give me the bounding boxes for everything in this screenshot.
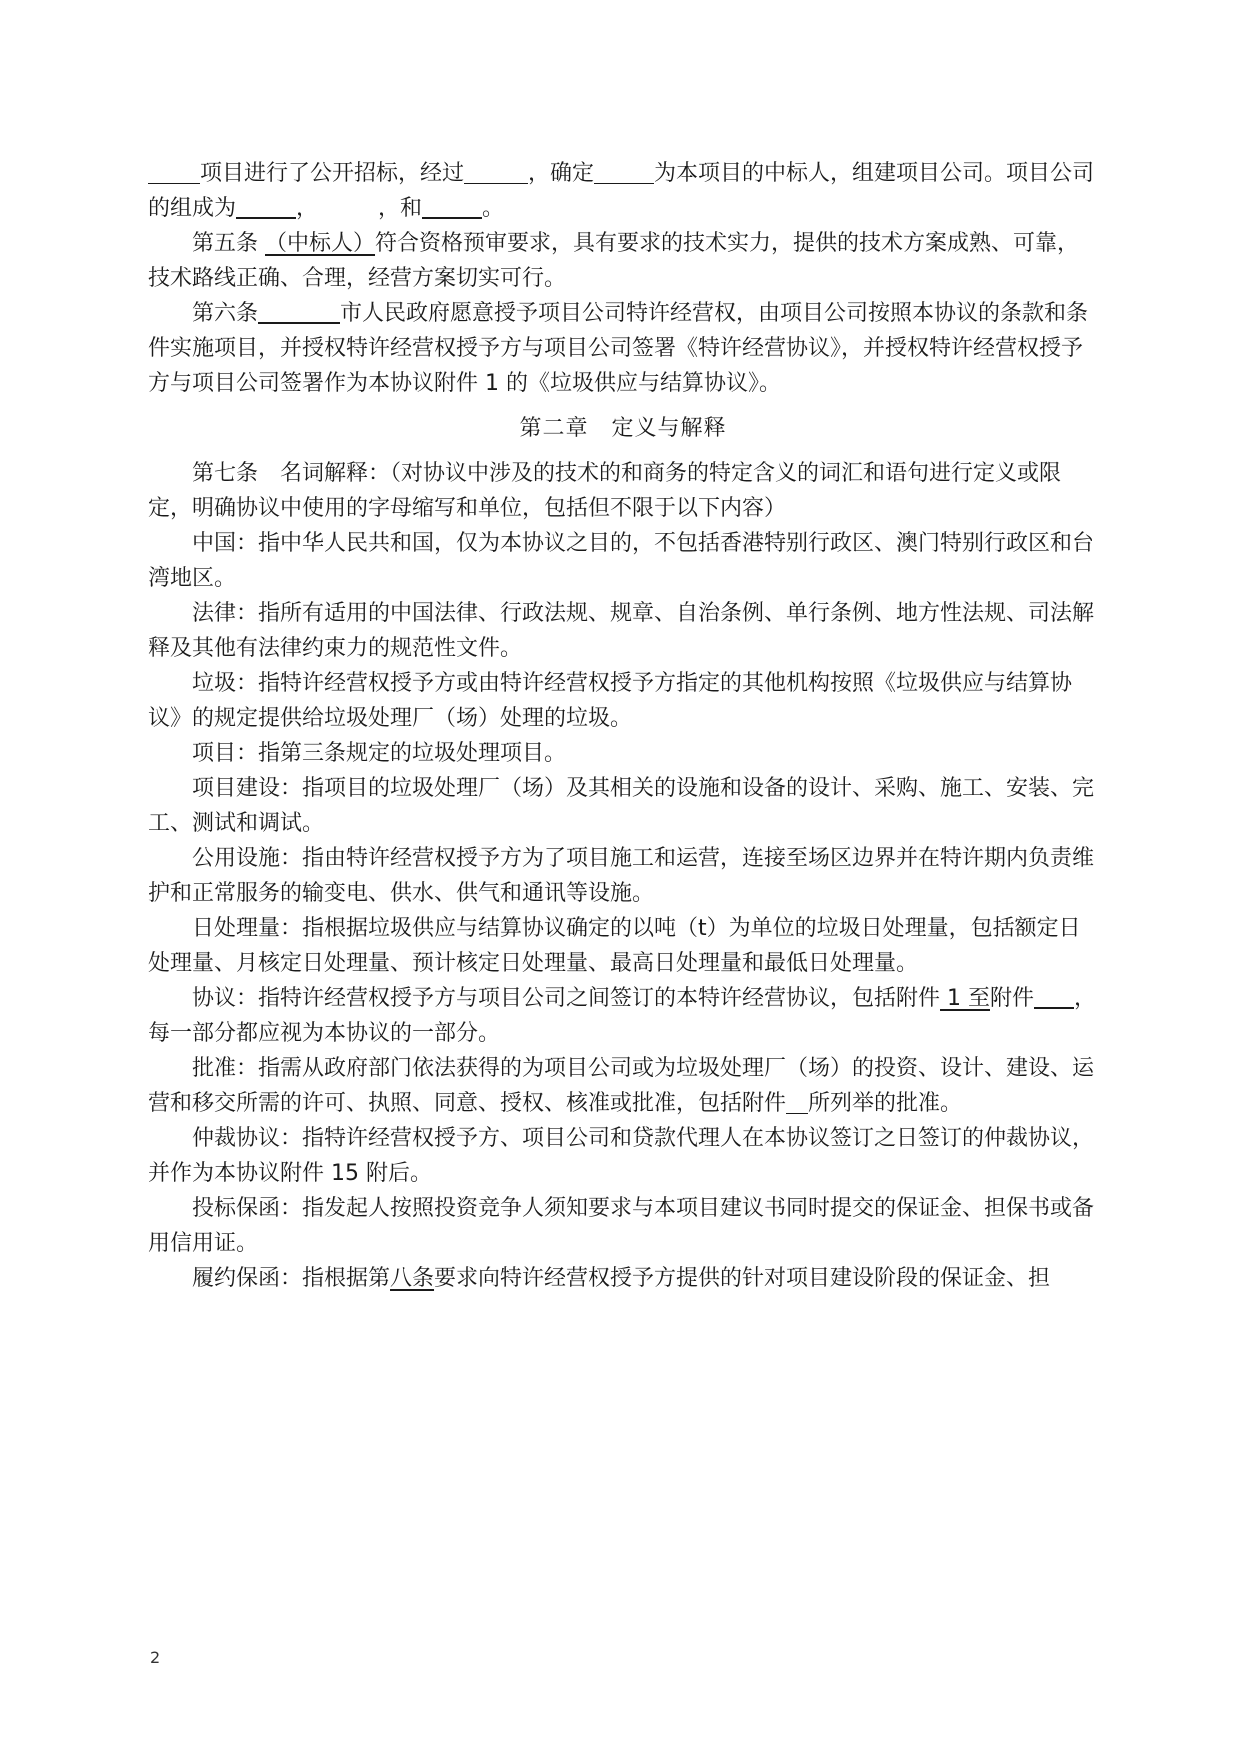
definition-law: 法律：指所有适用的中国法律、行政法规、规章、自治条例、单行条例、地方性法规、司法解释及其他有法律约束力的规范性文件。 [148,601,1095,661]
blank-field[interactable] [258,300,340,324]
article-7: 第七条 名词解释：（对协议中涉及的技术的和商务的特定含义的词汇和语句进行定义或限定，明确协议中使用的字母缩写和单位，包括但不限于以下内容） [148,461,1062,521]
blank-field[interactable] [1034,985,1074,1009]
definition-approval: 批准：指需从政府部门依法获得的为项目公司或为垃圾处理厂（场）的投资、设计、建设、运营和移交所需的许可、执照、同意、授权、核准或批准，包括附件 所列举的批准。 [148,1056,1095,1116]
article-5: 第五条 （中标人）符合资格预审要求，具有要求的技术实力，提供的技术方案成熟、可靠，技术路线正确、合理，经营方案切实可行。 [148,231,1080,291]
blank-field[interactable] [148,161,200,184]
definition-bid-bond: 投标保函：指发起人按照投资竞争人须知要求与本项目建议书同时提交的保证金、担保书或备用信用证。 [148,1196,1095,1256]
article-6: 第六条 市人民政府愿意授予项目公司特许经营权，由项目公司按照本协议的条款和条件实施项目，并授权特许经营权授予方与项目公司签署《特许经营协议》，并授权特许经营权授予方与项目公司签署作为本协议附件 1 的《垃圾供应与结算协议》。 [148,301,1089,396]
definition-utilities: 公用设施：指由特许经营权授予方为了项目施工和运营，连接至场区边界并在特许期内负责维护和正常服务的输变电、供水、供气和通讯等设施。 [148,846,1095,906]
definition-project: 项目：指第三条规定的垃圾处理项目。 [192,741,567,766]
definition-construction: 项目建设：指项目的垃圾处理厂（场）及其相关的设施和设备的设计、采购、施工、安装、完工、测试和调试。 [148,776,1095,836]
document-body [148,156,1098,1296]
page-number: 2 [150,1648,161,1667]
definition-performance-bond: 履约保函：指根据第八条要求向特许经营权授予方提供的针对项目建设阶段的保证金、担 [192,1266,1051,1291]
chapter-heading: 第二章 定义与解释 [519,416,727,441]
definition-china: 中国：指中华人民共和国，仅为本协议之目的，不包括香港特别行政区、澳门特别行政区和台湾地区。 [148,531,1095,591]
definition-waste: 垃圾：指特许经营权授予方或由特许经营权授予方指定的其他机构按照《垃圾供应与结算协议》的规定提供给垃圾处理厂（场）处理的垃圾。 [148,671,1073,731]
definition-daily-capacity: 日处理量：指根据垃圾供应与结算协议确定的以吨（t）为单位的垃圾日处理量，包括额定日处理量、月核定日处理量、预计核定日处理量、最高日处理量和最低日处理量。 [148,916,1081,976]
definition-arbitration: 仲裁协议：指特许经营权授予方、项目公司和贷款代理人在本协议签订之日签订的仲裁协议，并作为本协议附件 15 附后。 [148,1126,1095,1186]
bidder-placeholder: （中标人） [265,231,376,256]
paragraph-tender: 项目进行了公开招标，经过 ，确定 为本项目的中标人，组建项目公司。项目公司的组成为 ， ，和 。 [148,161,1095,221]
blank-field[interactable] [594,161,654,184]
blank-field[interactable] [464,161,528,184]
definition-agreement: 协议：指特许经营权授予方与项目公司之间签订的本特许经营协议，包括附件 1 至附件 ，每一部分都应视为本协议的一部分。 [148,986,1097,1046]
blank-field[interactable] [422,195,482,219]
blank-field[interactable] [236,195,296,219]
blank-field[interactable] [786,1091,808,1114]
